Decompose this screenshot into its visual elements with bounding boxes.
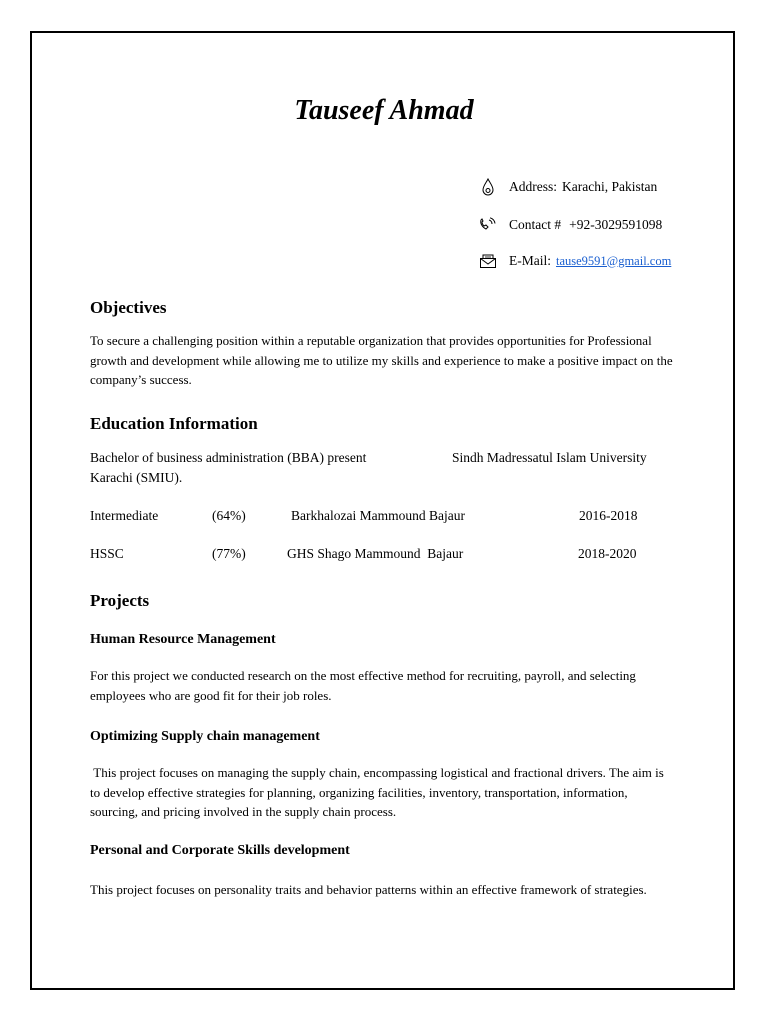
education-level: HSSC [90,546,124,561]
address-row [478,178,657,196]
phone-label: Contact # [509,217,562,232]
email-row [478,252,671,270]
projects-heading: Projects [90,591,150,610]
education-percent: (77%) [212,546,246,561]
bachelor-degree: Bachelor of business administration (BBA) present [90,450,367,465]
bachelor-university-city: Karachi (SMIU). [90,470,183,485]
project-title: Human Resource Management [90,632,276,647]
education-years: 2016-2018 [579,508,638,523]
phone-value: +92-3029591098 [569,217,663,232]
objectives-heading: Objectives [90,298,167,317]
education-institute: Barkhalozai Mammound Bajaur [291,508,465,523]
project-title: Personal and Corporate Skills development [90,843,350,858]
project-description: This project focuses on managing the supply chain, encompassing logistical and fractional drivers. The aim is to develop effective strategies for planning, organizing facilities, inventory, transportation, information, sourcing, and pricing involved in the supply chain process. [90,765,668,819]
address-value: Karachi, Pakistan [562,179,658,194]
email-link[interactable]: tause9591@gmail.com [556,253,672,268]
email-label: E-Mail: [509,253,551,268]
candidate-name: Tauseef Ahmad [294,95,474,126]
phone-icon [478,216,498,234]
project-description: For this project we conducted research on the most effective method for recruiting, payroll, and selecting employees who are good fit for their job roles. [90,668,636,703]
education-years: 2018-2020 [578,546,637,561]
envelope-icon [478,252,498,270]
phone-row [478,216,662,234]
objectives-text: To secure a challenging position within a reputable organization that provides opportunities for Professional growth and development while allowing me to utilize my skills and experience to make a positive impact on the company’s success. [90,333,673,387]
education-institute: GHS Shago Mammound Bajaur [287,546,464,561]
project-description: This project focuses on personality traits and behavior patterns within an effective framework of strategies. [90,882,647,897]
education-percent: (64%) [212,508,246,523]
bachelor-university: Sindh Madressatul Islam University [452,450,647,465]
education-level: Intermediate [90,508,159,523]
address-label: Address: [509,179,557,194]
project-title: Optimizing Supply chain management [90,729,320,744]
education-heading: Education Information [90,414,258,433]
location-pin-icon [478,178,498,196]
